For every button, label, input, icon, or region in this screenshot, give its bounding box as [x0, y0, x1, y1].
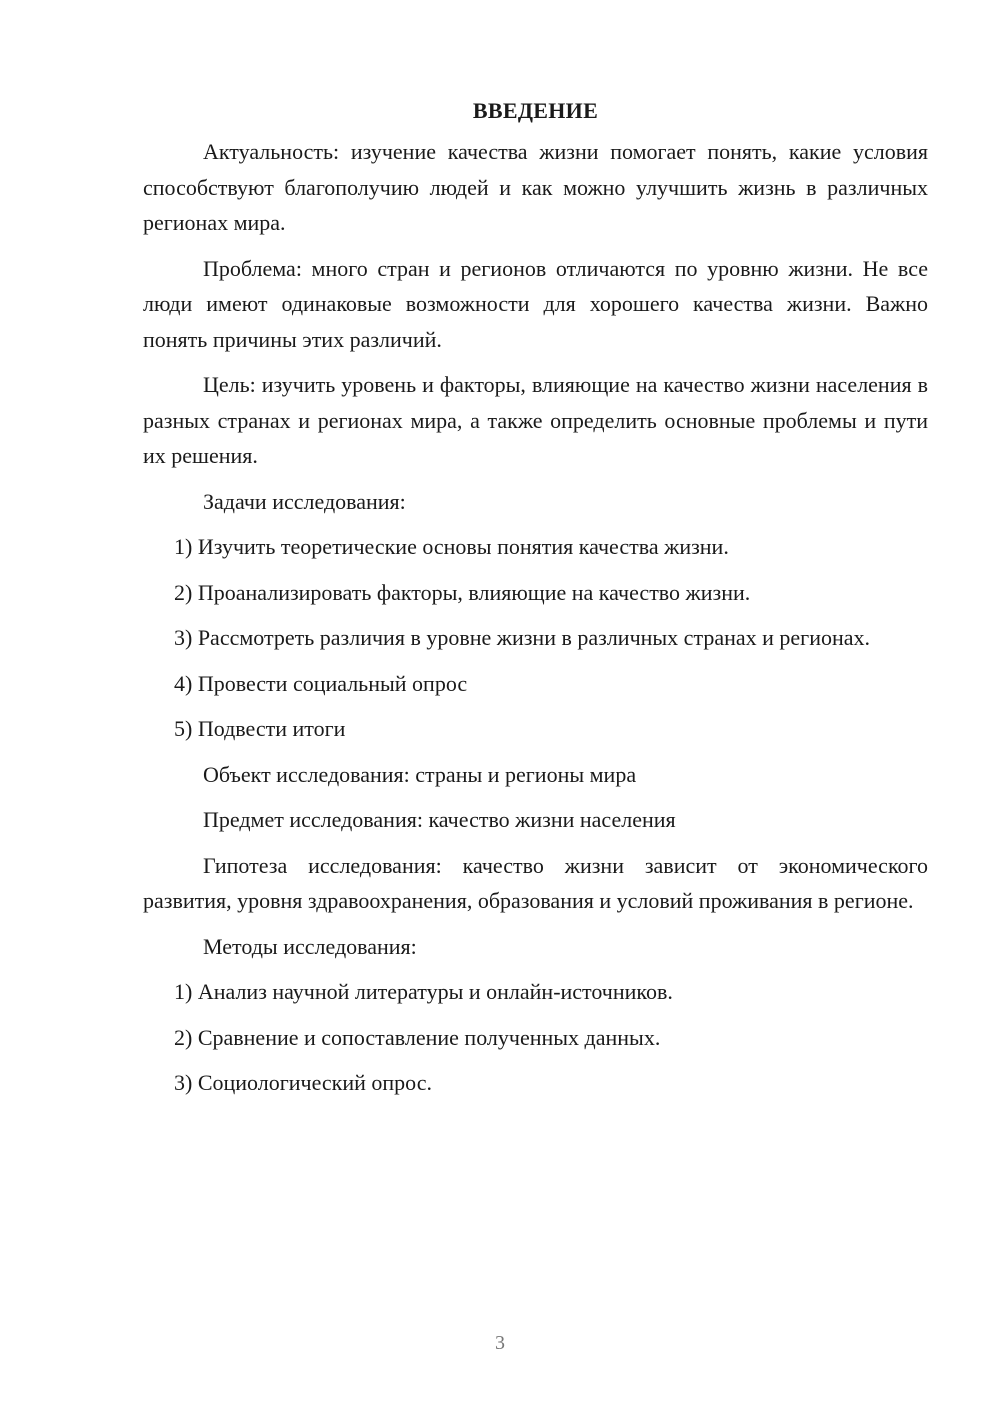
task-item: 1) Изучить теоретические основы понятия качества жизни. — [174, 534, 729, 559]
goal-paragraph: Цель: изучить уровень и факторы, влияющие на качество жизни населения в разных странах и регионах мира, а также определить основные проблемы и пути их решения. — [143, 372, 928, 468]
methods-heading: Методы исследования: — [203, 933, 417, 959]
page-number: 3 — [495, 1332, 505, 1354]
relevance-paragraph: Актуальность: изучение качества жизни помогает понять, какие условия способствуют благополучию людей и как можно улучшить жизнь в различных регионах мира. — [143, 139, 928, 235]
document-page — [143, 93, 928, 1111]
task-item: 4) Провести социальный опрос — [174, 670, 468, 696]
hypothesis-paragraph: Гипотеза исследования: качество жизни зависит от экономического развития, уровня здравоохранения, образования и условий проживания в регионе. — [143, 852, 928, 913]
section-title: ВВЕДЕНИЕ — [472, 98, 599, 123]
tasks-heading: Задачи исследования: — [203, 488, 406, 514]
task-item: 2) Проанализировать факторы, влияющие на качество жизни. — [174, 579, 751, 605]
subject-line: Предмет исследования: качество жизни населения — [203, 807, 676, 832]
object-line: Объект исследования: страны и регионы мира — [203, 761, 637, 787]
task-item: 3) Рассмотреть различия в уровне жизни в различных странах и регионах. — [174, 625, 871, 650]
method-item: 2) Сравнение и сопоставление полученных данных. — [174, 1024, 661, 1050]
method-item: 3) Социологический опрос. — [174, 1070, 432, 1095]
problem-paragraph: Проблема: много стран и регионов отличаются по уровню жизни. Не все люди имеют одинаковые возможности для хорошего качества жизни. Важно понять причины этих различий. — [143, 255, 928, 352]
task-item: 5) Подвести итоги — [174, 716, 346, 741]
method-item: 1) Анализ научной литературы и онлайн-источников. — [174, 979, 673, 1004]
